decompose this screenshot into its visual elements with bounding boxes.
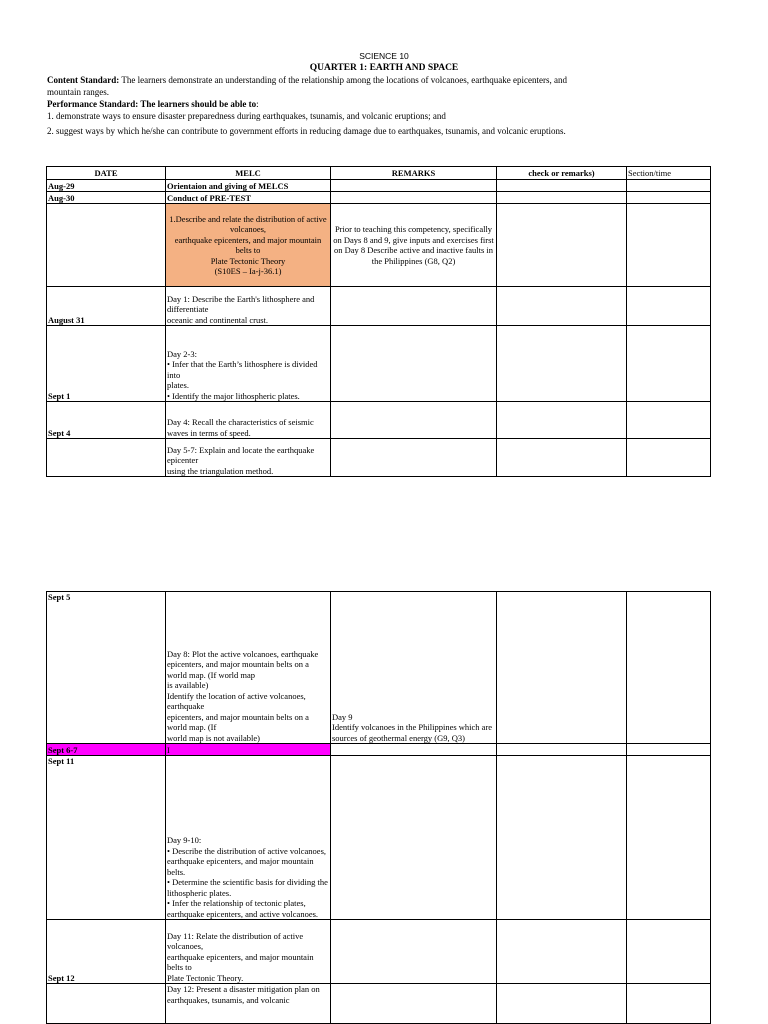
row-date: Sept 6-7: [47, 744, 166, 756]
row-remarks: [331, 744, 497, 756]
table-row: [47, 204, 711, 287]
row-check: [497, 439, 627, 477]
row-date: Sept 5: [47, 592, 166, 744]
row-date: [47, 204, 166, 287]
performance-item-2: 2. suggest ways by which he/she can contribute to government efforts in reducing damage due to earthquakes, tsunamis, and volcanic eruptions.: [47, 126, 566, 136]
row-remarks: [331, 180, 497, 192]
row-check: [497, 744, 627, 756]
header-date: DATE: [47, 167, 166, 180]
row-melc: Day 9-10: • Describe the distribution of active volcanoes, earthquake epicenters, and major mountain belts. • Determine the scientific basis for dividing the lithospheric plates. • Infer the relationship of tectonic plates, earthquake epicenters, and active volcanoes.: [166, 756, 331, 920]
row-section: [627, 756, 711, 920]
row-melc: Conduct of PRE-TEST: [166, 192, 331, 204]
row-check: [497, 204, 627, 287]
row-section: [627, 920, 711, 984]
row-date: Aug-29: [47, 180, 166, 192]
lesson-plan-table-1: [46, 166, 711, 477]
row-remarks: [331, 984, 497, 1024]
content-standard: [47, 75, 587, 98]
row-date: Sept 4: [47, 402, 166, 439]
row-section: [627, 984, 711, 1024]
row-melc: Day 1: Describe the Earth's lithosphere and differentiate oceanic and continental crust.: [166, 287, 331, 326]
table-row: [47, 920, 711, 984]
table-row: [47, 592, 711, 744]
row-remarks: Prior to teaching this competency, specifically on Days 8 and 9, give inputs and exercises first on Day 8 Describe active and inactive faults in the Philippines (G8, Q2): [331, 204, 497, 287]
row-date: Aug-30: [47, 192, 166, 204]
row-remarks: [331, 326, 497, 402]
row-check: [497, 756, 627, 920]
row-melc: Day 4: Recall the characteristics of seismic waves in terms of speed.: [166, 402, 331, 439]
table-row: [47, 439, 711, 477]
table-row: [47, 402, 711, 439]
performance-standard-label: Performance Standard: The learners should be able to: [47, 99, 257, 109]
row-date: Sept 11: [47, 756, 166, 920]
performance-standard: [47, 99, 587, 111]
row-remarks: [331, 920, 497, 984]
row-section: [627, 592, 711, 744]
table-header-row: [47, 167, 711, 180]
table-row: [47, 192, 711, 204]
row-melc-competency: 1.Describe and relate the distribution of active volcanoes, earthquake epicenters, and major mountain belts to Plate Tectonic Theory (S10ES – Ia-j-36.1): [166, 204, 331, 287]
table-row-highlighted: [47, 744, 711, 756]
header-melc: MELC: [166, 167, 331, 180]
row-section: [627, 204, 711, 287]
document-quarter-title: QUARTER 1: EARTH AND SPACE: [309, 63, 459, 73]
row-check: [497, 287, 627, 326]
row-melc: Day 5-7: Explain and locate the earthquake epicenter using the triangulation method.: [166, 439, 331, 477]
performance-colon: :: [256, 99, 259, 109]
row-check: [497, 592, 627, 744]
row-remarks: Day 9 Identify volcanoes in the Philippines which are sources of geothermal energy (G9, Q3): [331, 592, 497, 744]
header-section-time: Section/time: [627, 167, 711, 180]
row-remarks: [331, 439, 497, 477]
row-melc: Orientaion and giving of MELCS: [166, 180, 331, 192]
table-row: [47, 180, 711, 192]
row-check: [497, 192, 627, 204]
row-section: [627, 402, 711, 439]
table-row: [47, 756, 711, 920]
row-remarks: [331, 402, 497, 439]
table-row: [47, 984, 711, 1024]
row-date: Sept 12: [47, 920, 166, 984]
row-remarks: [331, 192, 497, 204]
row-remarks: [331, 287, 497, 326]
row-check: [497, 402, 627, 439]
row-remarks: [331, 756, 497, 920]
header-check: check or remarks): [497, 167, 627, 180]
row-melc: Day 8: Plot the active volcanoes, earthquake epicenters, and major mountain belts on a world map. (If world map is available) Identify the location of active volcanoes, earthquake epicenters, and major mountain belts on a world map. (If world map is not available): [166, 592, 331, 744]
row-melc: Day 12: Present a disaster mitigation plan on earthquakes, tsunamis, and volcanic: [166, 984, 331, 1024]
row-section: [627, 744, 711, 756]
row-check: [497, 920, 627, 984]
row-section: [627, 192, 711, 204]
row-melc: Day 11: Relate the distribution of active volcanoes, earthquake epicenters, and major mountain belts to Plate Tectonic Theory.: [166, 920, 331, 984]
row-melc: I: [166, 744, 331, 756]
row-check: [497, 326, 627, 402]
row-date: [47, 439, 166, 477]
document-subject: SCIENCE 10: [359, 51, 409, 61]
row-section: [627, 326, 711, 402]
row-section: [627, 287, 711, 326]
row-date: August 31: [47, 287, 166, 326]
row-check: [497, 180, 627, 192]
lesson-plan-table-2: [46, 591, 711, 1024]
row-check: [497, 984, 627, 1024]
row-melc: Day 2-3: • Infer that the Earth’s lithosphere is divided into plates. • Identify the major lithospheric plates.: [166, 326, 331, 402]
header-remarks: REMARKS: [331, 167, 497, 180]
content-standard-label: Content Standard:: [47, 75, 120, 85]
content-standard-text: The learners demonstrate an understanding of the relationship among the locations of volcanoes, earthquake epicenters, and mountain ranges.: [47, 75, 567, 97]
table-row: [47, 326, 711, 402]
performance-item-1: 1. demonstrate ways to ensure disaster preparedness during earthquakes, tsunamis, and volcanic eruptions; and: [47, 111, 446, 121]
row-section: [627, 439, 711, 477]
row-date: Sept 1: [47, 326, 166, 402]
table-row: [47, 287, 711, 326]
row-section: [627, 180, 711, 192]
row-date: [47, 984, 166, 1024]
